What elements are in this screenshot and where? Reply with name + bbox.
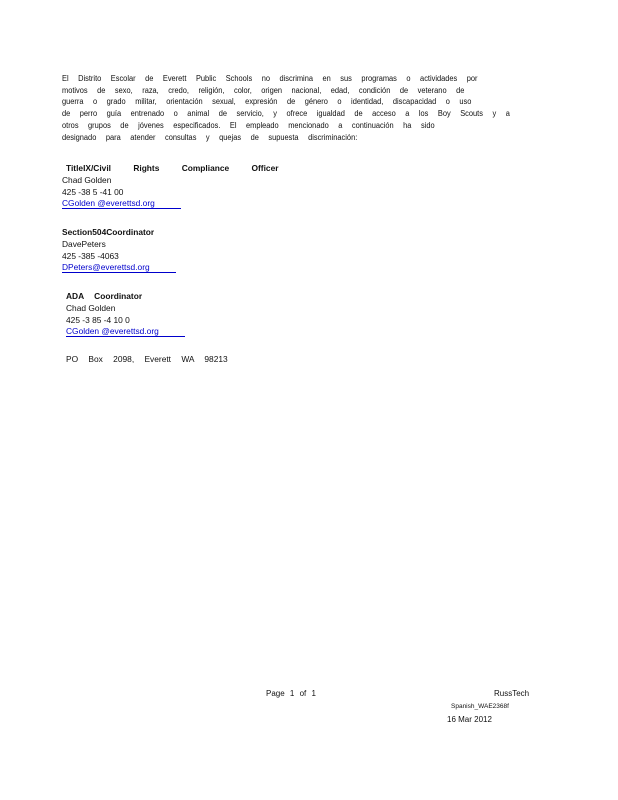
footer-date: 16 Mar 2012 <box>447 715 492 724</box>
ada-phone: 425 -3 85 -4 10 0 <box>66 314 130 325</box>
ada-email-link[interactable]: CGolden @everettsd.org <box>66 326 185 337</box>
footer-author: RussTech <box>494 689 530 698</box>
footer-doc-code: Spanish_WAE2368f <box>451 703 509 710</box>
section-504-phone: 425 -385 -4063 <box>62 250 119 261</box>
page-number: Page 1 of 1 <box>266 689 316 698</box>
title-ix-phone: 425 -38 5 -41 00 <box>62 186 124 197</box>
statement-line: de perro guía entrenado o animal de servicio, y ofrece igualdad de acceso a los Boy Scouts y a <box>62 109 510 119</box>
title-ix-name: Chad Golden <box>62 174 112 185</box>
section-504-email-link[interactable]: DPeters@everettsd.org <box>62 262 176 273</box>
title-ix-contact <box>62 163 279 210</box>
statement-line: motivos de sexo, raza, credo, religión, color, origen nacional, edad, condición de veterano de <box>62 85 465 95</box>
statement-line: otros grupos de jóvenes especificados. El empleado mencionado a continuación ha sido <box>62 120 435 130</box>
title-ix-heading: TitleIX/Civil Rights Compliance Officer <box>66 163 279 173</box>
mailing-address: PO Box 2098, Everett WA 98213 <box>66 354 228 364</box>
nondiscrimination-statement <box>62 73 510 143</box>
section-504-name: DavePeters <box>62 238 106 249</box>
ada-name: Chad Golden <box>66 302 116 313</box>
section-504-heading: Section504Coordinator <box>62 227 155 237</box>
section-504-contact <box>62 227 176 274</box>
title-ix-email-link[interactable]: CGolden @everettsd.org <box>62 198 181 209</box>
statement-line: designado para atender consultas y quejas de supuesta discriminación: <box>62 132 358 142</box>
statement-line: El Distrito Escolar de Everett Public Schools no discrimina en sus programas o actividades por <box>62 74 478 83</box>
ada-heading: ADA Coordinator <box>66 291 143 301</box>
ada-contact <box>66 291 185 338</box>
statement-line: guerra o grado militar, orientación sexual, expresión de género o identidad, discapacidad o uso <box>62 97 472 107</box>
